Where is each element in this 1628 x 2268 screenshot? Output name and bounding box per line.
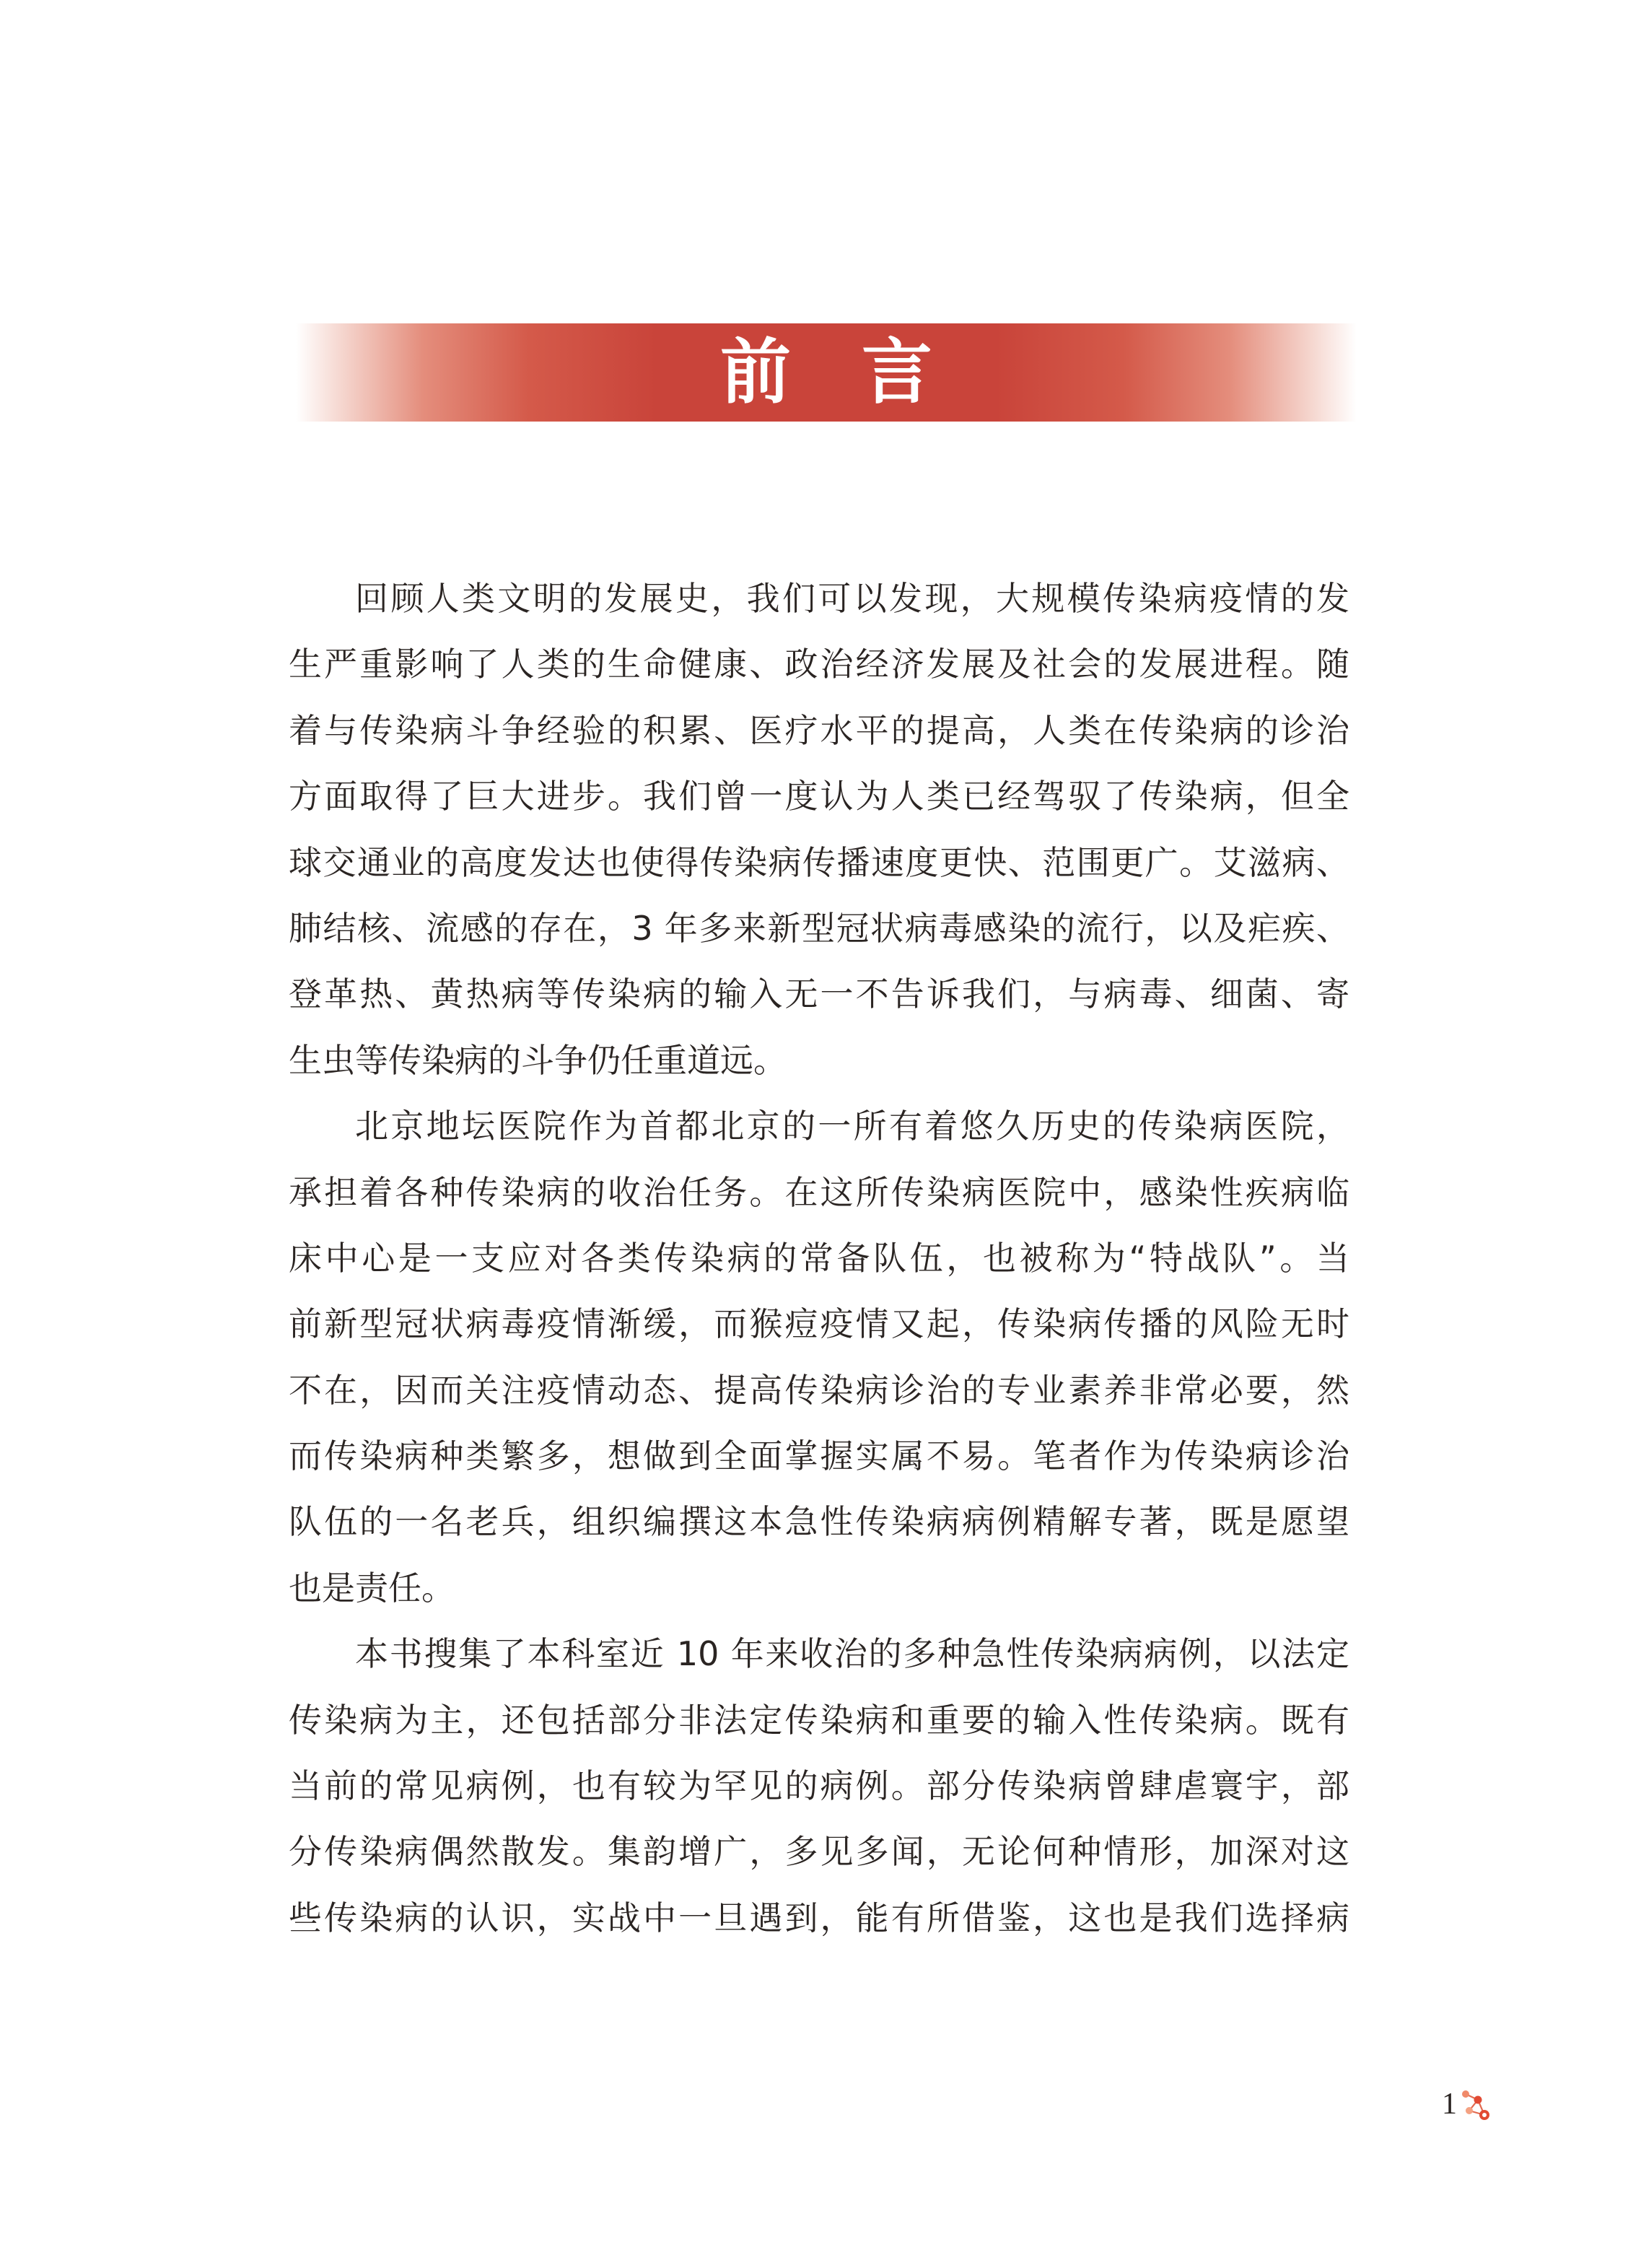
text-line: 而传染病种类繁多，想做到全面掌握实属不易。笔者作为传染病诊治 <box>289 1436 1349 1476</box>
text-line: 本书搜集了本科室近 10 年来收治的多种急性传染病病例，以法定 <box>355 1634 1349 1674</box>
text-line: 分传染病偶然散发。集韵增广，多见多闻，无论何种情形，加深对这 <box>289 1832 1349 1872</box>
text-line: 也是责任。 <box>289 1568 455 1608</box>
preface-body <box>289 566 1349 1951</box>
page-number: 1 <box>1442 2088 1457 2121</box>
text-line: 登革热、黄热病等传染病的输入无一不告诉我们，与病毒、细菌、寄 <box>289 974 1349 1014</box>
title-banner <box>296 323 1357 422</box>
text-line: 承担着各种传染病的收治任务。在这所传染病医院中，感染性疾病临 <box>289 1172 1349 1212</box>
text-line: 前新型冠状病毒疫情渐缓，而猴痘疫情又起，传染病传播的风险无时 <box>289 1304 1349 1344</box>
text-line: 队伍的一名老兵，组织编撰这本急性传染病病例精解专著，既是愿望 <box>289 1502 1349 1542</box>
text-line: 着与传染病斗争经验的积累、医疗水平的提高，人类在传染病的诊治 <box>289 710 1349 750</box>
text-line: 不在，因而关注疫情动态、提高传染病诊治的专业素养非常必要，然 <box>289 1370 1349 1410</box>
molecule-icon <box>1459 2088 1492 2122</box>
paragraph-1 <box>289 566 1349 1094</box>
text-line: 些传染病的认识，实战中一旦遇到，能有所借鉴，这也是我们选择病 <box>289 1898 1349 1937</box>
text-line: 床中心是一支应对各类传染病的常备队伍，也被称为“特战队”。当 <box>289 1238 1349 1278</box>
text-line: 球交通业的高度发达也使得传染病传播速度更快、范围更广。艾滋病、 <box>289 842 1349 882</box>
text-line: 当前的常见病例，也有较为罕见的病例。部分传染病曾肆虐寰宇，部 <box>289 1766 1349 1806</box>
paragraph-2 <box>289 1094 1349 1621</box>
text-line: 传染病为主，还包括部分非法定传染病和重要的输入性传染病。既有 <box>289 1700 1349 1740</box>
text-line: 生虫等传染病的斗争仍任重道远。 <box>289 1040 787 1080</box>
page-title: 前 言 <box>719 331 932 414</box>
paragraph-3 <box>289 1621 1349 1951</box>
text-line: 方面取得了巨大进步。我们曾一度认为人类已经驾驭了传染病，但全 <box>289 777 1349 816</box>
text-line: 北京地坛医院作为首都北京的一所有着悠久历史的传染病医院， <box>355 1107 1349 1146</box>
text-line: 生严重影响了人类的生命健康、政治经济发展及社会的发展进程。随 <box>289 645 1349 684</box>
text-line: 肺结核、流感的存在，3 年多来新型冠状病毒感染的流行，以及疟疾、 <box>289 908 1349 948</box>
text-line: 回顾人类文明的发展史，我们可以发现，大规模传染病疫情的发 <box>355 579 1349 618</box>
